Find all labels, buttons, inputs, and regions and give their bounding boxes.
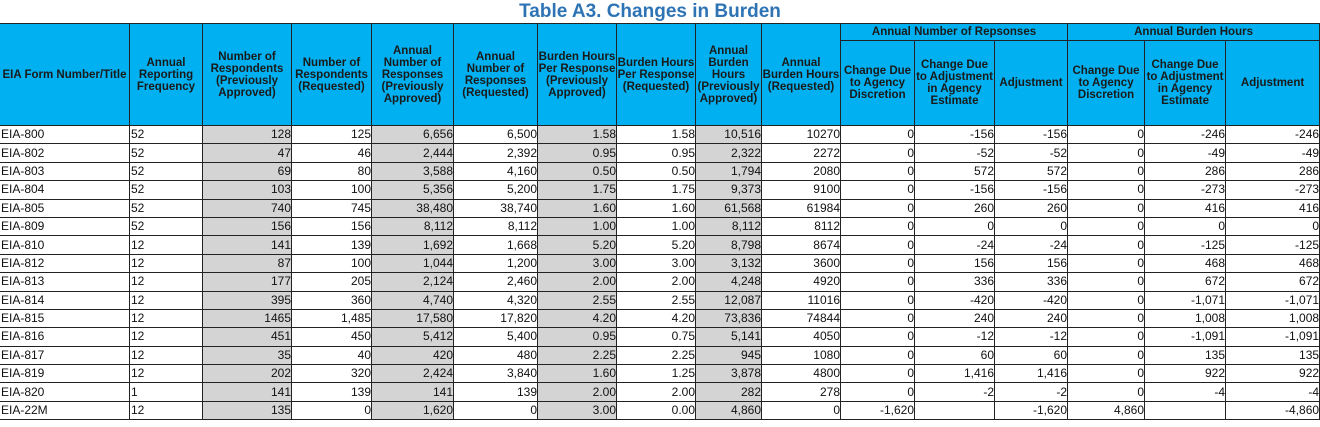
table-cell: EIA-813 bbox=[0, 273, 130, 291]
table-cell: 2,124 bbox=[372, 273, 454, 291]
table-cell: 2.55 bbox=[617, 291, 696, 309]
table-cell: 61984 bbox=[762, 199, 841, 217]
table-cell: -420 bbox=[995, 291, 1068, 309]
table-cell: 4.20 bbox=[538, 309, 617, 327]
table-cell: 135 bbox=[1145, 346, 1226, 364]
table-cell: 2,444 bbox=[372, 144, 454, 162]
table-cell: 0 bbox=[841, 126, 915, 144]
table-cell: 360 bbox=[292, 291, 372, 309]
table-cell: 0 bbox=[454, 401, 538, 419]
table-cell: 2.00 bbox=[538, 383, 617, 401]
table-cell: 0.75 bbox=[617, 328, 696, 346]
table-cell: 2.25 bbox=[617, 346, 696, 364]
table-cell: 17,820 bbox=[454, 309, 538, 327]
table-cell: 0 bbox=[1068, 199, 1145, 217]
table-cell: 1465 bbox=[203, 309, 292, 327]
table-cell: 0 bbox=[841, 199, 915, 217]
table-cell: 2,460 bbox=[454, 273, 538, 291]
table-cell: 2.00 bbox=[617, 383, 696, 401]
table-cell: 745 bbox=[292, 199, 372, 217]
table-cell: 40 bbox=[292, 346, 372, 364]
table-cell: -24 bbox=[915, 236, 995, 254]
table-cell: EIA-814 bbox=[0, 291, 130, 309]
table-cell: 395 bbox=[203, 291, 292, 309]
table-cell: 156 bbox=[292, 217, 372, 235]
table-cell: 468 bbox=[1226, 254, 1320, 272]
table-cell: EIA-816 bbox=[0, 328, 130, 346]
table-cell: 1.75 bbox=[617, 181, 696, 199]
table-cell: 1,668 bbox=[454, 236, 538, 254]
table-cell: 139 bbox=[292, 383, 372, 401]
table-cell: 80 bbox=[292, 162, 372, 180]
table-cell: 0 bbox=[1226, 217, 1320, 235]
table-cell: 3,588 bbox=[372, 162, 454, 180]
table-cell: 0 bbox=[1068, 144, 1145, 162]
table-cell: 8,112 bbox=[696, 217, 762, 235]
table-cell: 35 bbox=[203, 346, 292, 364]
table-cell: -156 bbox=[995, 181, 1068, 199]
table-cell: 61,568 bbox=[696, 199, 762, 217]
table-cell: 416 bbox=[1226, 199, 1320, 217]
table-cell: 0.00 bbox=[617, 401, 696, 419]
table-cell: 3,878 bbox=[696, 365, 762, 383]
table-cell: 4050 bbox=[762, 328, 841, 346]
table-cell: -246 bbox=[1226, 126, 1320, 144]
table-cell: EIA-820 bbox=[0, 383, 130, 401]
table-cell: 12 bbox=[130, 401, 203, 419]
table-cell: 0 bbox=[841, 144, 915, 162]
table-cell: 69 bbox=[203, 162, 292, 180]
table-cell: 4,160 bbox=[454, 162, 538, 180]
table-cell: 0 bbox=[841, 162, 915, 180]
table-cell: 0 bbox=[1145, 217, 1226, 235]
table-cell: 480 bbox=[454, 346, 538, 364]
table-cell: -1,071 bbox=[1226, 291, 1320, 309]
col-header: EIA Form Number/Title bbox=[0, 24, 130, 126]
table-cell: 1.58 bbox=[538, 126, 617, 144]
table-cell: -2 bbox=[915, 383, 995, 401]
table-cell: 2.00 bbox=[617, 273, 696, 291]
table-cell: EIA-819 bbox=[0, 365, 130, 383]
table-cell: 205 bbox=[292, 273, 372, 291]
table-cell: 0 bbox=[841, 254, 915, 272]
table-cell: 0 bbox=[1068, 181, 1145, 199]
table-cell: 141 bbox=[372, 383, 454, 401]
table-cell: 100 bbox=[292, 254, 372, 272]
table-cell: 5,200 bbox=[454, 181, 538, 199]
table-cell: 202 bbox=[203, 365, 292, 383]
table-cell: -12 bbox=[995, 328, 1068, 346]
table-cell: EIA-804 bbox=[0, 181, 130, 199]
table-cell: EIA-812 bbox=[0, 254, 130, 272]
table-cell: 139 bbox=[454, 383, 538, 401]
table-cell: 12 bbox=[130, 365, 203, 383]
table-cell: 320 bbox=[292, 365, 372, 383]
table-cell: 9,373 bbox=[696, 181, 762, 199]
table-cell: 0 bbox=[1068, 346, 1145, 364]
table-cell: -4,860 bbox=[1226, 401, 1320, 419]
table-cell: 0 bbox=[841, 217, 915, 235]
table-cell: 0 bbox=[1068, 291, 1145, 309]
table-row bbox=[0, 401, 1320, 419]
table-cell: 1,008 bbox=[1145, 309, 1226, 327]
table-cell: 2,322 bbox=[696, 144, 762, 162]
table-cell: 8674 bbox=[762, 236, 841, 254]
table-cell: 0 bbox=[1068, 254, 1145, 272]
table-cell: 0 bbox=[841, 346, 915, 364]
table-cell: 1.00 bbox=[617, 217, 696, 235]
table-cell: 0 bbox=[841, 181, 915, 199]
table-cell: 177 bbox=[203, 273, 292, 291]
table-cell: 0.50 bbox=[617, 162, 696, 180]
table-cell: 8,798 bbox=[696, 236, 762, 254]
table-row bbox=[0, 309, 1320, 327]
table-cell: 2.25 bbox=[538, 346, 617, 364]
table-row bbox=[0, 126, 1320, 144]
col-header: Change Due to Agency Discretion bbox=[841, 41, 915, 126]
table-cell: 47 bbox=[203, 144, 292, 162]
table-cell: -125 bbox=[1226, 236, 1320, 254]
table-cell: 3,840 bbox=[454, 365, 538, 383]
table-cell: 74844 bbox=[762, 309, 841, 327]
table-cell: 1,485 bbox=[292, 309, 372, 327]
table-cell: 52 bbox=[130, 199, 203, 217]
burden-table bbox=[0, 23, 1320, 420]
table-cell: 9100 bbox=[762, 181, 841, 199]
table-cell: 8,112 bbox=[372, 217, 454, 235]
table-cell: 1,794 bbox=[696, 162, 762, 180]
table-cell: 1,200 bbox=[454, 254, 538, 272]
table-cell: -273 bbox=[1145, 181, 1226, 199]
table-cell: -1,620 bbox=[995, 401, 1068, 419]
table-cell: 0 bbox=[841, 309, 915, 327]
table-cell: 240 bbox=[915, 309, 995, 327]
table-row bbox=[0, 328, 1320, 346]
table-cell: 52 bbox=[130, 162, 203, 180]
table-cell: EIA-817 bbox=[0, 346, 130, 364]
table-cell: 1,416 bbox=[995, 365, 1068, 383]
table-cell: 1,416 bbox=[915, 365, 995, 383]
table-cell: 4,860 bbox=[696, 401, 762, 419]
table-cell: 260 bbox=[915, 199, 995, 217]
table-cell: 0.95 bbox=[538, 328, 617, 346]
table-cell: 278 bbox=[762, 383, 841, 401]
table-cell: 3.00 bbox=[617, 254, 696, 272]
table-cell: -1,071 bbox=[1145, 291, 1226, 309]
table-cell: 3,132 bbox=[696, 254, 762, 272]
table-cell: 125 bbox=[292, 126, 372, 144]
table-cell: 468 bbox=[1145, 254, 1226, 272]
table-cell: 1.75 bbox=[538, 181, 617, 199]
table-cell: 2.00 bbox=[538, 273, 617, 291]
table-cell: 141 bbox=[203, 383, 292, 401]
table-cell: 141 bbox=[203, 236, 292, 254]
table-cell: 3.00 bbox=[538, 401, 617, 419]
col-header: Number of Respondents (Previously Approved) bbox=[203, 24, 292, 126]
table-cell: EIA-809 bbox=[0, 217, 130, 235]
table-cell: 5.20 bbox=[617, 236, 696, 254]
group-header-hours: Annual Burden Hours bbox=[1068, 24, 1320, 41]
table-cell: 260 bbox=[995, 199, 1068, 217]
table-cell: 0 bbox=[995, 217, 1068, 235]
table-row bbox=[0, 365, 1320, 383]
table-cell: -2 bbox=[995, 383, 1068, 401]
table-cell: 336 bbox=[915, 273, 995, 291]
table-cell: 38,740 bbox=[454, 199, 538, 217]
table-cell: 1.60 bbox=[538, 199, 617, 217]
table-row bbox=[0, 236, 1320, 254]
table-cell: 156 bbox=[203, 217, 292, 235]
group-header-responses: Annual Number of Repsonses bbox=[841, 24, 1068, 41]
table-cell: -1,620 bbox=[841, 401, 915, 419]
table-cell: 282 bbox=[696, 383, 762, 401]
col-header: Adjustment bbox=[995, 41, 1068, 126]
table-cell: 10,516 bbox=[696, 126, 762, 144]
table-cell: -125 bbox=[1145, 236, 1226, 254]
table-cell: 87 bbox=[203, 254, 292, 272]
table-cell: 0 bbox=[1068, 217, 1145, 235]
table-cell: EIA-803 bbox=[0, 162, 130, 180]
table-cell: 0 bbox=[1068, 328, 1145, 346]
table-cell: 10270 bbox=[762, 126, 841, 144]
table-cell: -24 bbox=[995, 236, 1068, 254]
table-cell: 8,112 bbox=[454, 217, 538, 235]
table-cell: EIA-815 bbox=[0, 309, 130, 327]
table-cell: 1,692 bbox=[372, 236, 454, 254]
col-header: Annual Burden Hours (Previously Approved) bbox=[696, 24, 762, 126]
table-cell: -420 bbox=[915, 291, 995, 309]
table-cell: 5.20 bbox=[538, 236, 617, 254]
table-cell: 12 bbox=[130, 236, 203, 254]
table-cell: 286 bbox=[1226, 162, 1320, 180]
table-cell: 139 bbox=[292, 236, 372, 254]
table-cell: 0 bbox=[762, 401, 841, 419]
table-cell: -246 bbox=[1145, 126, 1226, 144]
table-cell bbox=[915, 401, 995, 419]
table-cell: 922 bbox=[1145, 365, 1226, 383]
table-cell: 100 bbox=[292, 181, 372, 199]
table-cell: -4 bbox=[1145, 383, 1226, 401]
table-cell: -156 bbox=[915, 181, 995, 199]
col-header: Number of Respondents (Requested) bbox=[292, 24, 372, 126]
table-cell: 156 bbox=[915, 254, 995, 272]
table-cell: 0 bbox=[841, 273, 915, 291]
table-cell: -1,091 bbox=[1145, 328, 1226, 346]
table-cell: 8112 bbox=[762, 217, 841, 235]
table-cell: EIA-810 bbox=[0, 236, 130, 254]
table-cell: 1.58 bbox=[617, 126, 696, 144]
table-cell: 1,044 bbox=[372, 254, 454, 272]
table-cell: 286 bbox=[1145, 162, 1226, 180]
table-row bbox=[0, 217, 1320, 235]
table-row bbox=[0, 291, 1320, 309]
table-cell: 3600 bbox=[762, 254, 841, 272]
table-cell: 1.25 bbox=[617, 365, 696, 383]
table-cell: -273 bbox=[1226, 181, 1320, 199]
table-cell: -49 bbox=[1226, 144, 1320, 162]
table-body bbox=[0, 126, 1320, 420]
table-cell: -49 bbox=[1145, 144, 1226, 162]
table-cell: 0.95 bbox=[617, 144, 696, 162]
col-header: Change Due to Adjustment in Agency Estimate bbox=[915, 41, 995, 126]
table-cell: 0 bbox=[915, 217, 995, 235]
table-cell: 46 bbox=[292, 144, 372, 162]
table-cell: 0 bbox=[1068, 162, 1145, 180]
table-cell: 12 bbox=[130, 254, 203, 272]
table-cell: 12 bbox=[130, 273, 203, 291]
table-cell: 2080 bbox=[762, 162, 841, 180]
table-cell: 922 bbox=[1226, 365, 1320, 383]
table-cell: 2272 bbox=[762, 144, 841, 162]
table-cell: 135 bbox=[1226, 346, 1320, 364]
table-row bbox=[0, 144, 1320, 162]
table-cell: 4920 bbox=[762, 273, 841, 291]
table-cell: 17,580 bbox=[372, 309, 454, 327]
table-cell: 672 bbox=[1145, 273, 1226, 291]
table-cell: 12 bbox=[130, 309, 203, 327]
table-cell: 672 bbox=[1226, 273, 1320, 291]
table-cell: 0.95 bbox=[538, 144, 617, 162]
table-cell: -52 bbox=[915, 144, 995, 162]
table-cell: 4,320 bbox=[454, 291, 538, 309]
table-cell: 1 bbox=[130, 383, 203, 401]
table-cell bbox=[1145, 401, 1226, 419]
col-header: Adjustment bbox=[1226, 41, 1320, 126]
col-header: Burden Hours Per Response (Previously Approved) bbox=[538, 24, 617, 126]
table-cell: 2.55 bbox=[538, 291, 617, 309]
table-cell: 2,392 bbox=[454, 144, 538, 162]
table-cell: 52 bbox=[130, 217, 203, 235]
table-cell: -156 bbox=[995, 126, 1068, 144]
table-cell: 0 bbox=[1068, 309, 1145, 327]
table-cell: 2,424 bbox=[372, 365, 454, 383]
table-cell: 0 bbox=[1068, 126, 1145, 144]
col-header: Burden Hours Per Response (Requested) bbox=[617, 24, 696, 126]
table-cell: 0 bbox=[841, 328, 915, 346]
table-cell: 0 bbox=[1068, 236, 1145, 254]
table-title: Table A3. Changes in Burden bbox=[519, 1, 781, 22]
col-header: Annual Number of Responses (Requested) bbox=[454, 24, 538, 126]
table-cell: 135 bbox=[203, 401, 292, 419]
table-row bbox=[0, 273, 1320, 291]
table-cell: 5,141 bbox=[696, 328, 762, 346]
table-cell: 0 bbox=[292, 401, 372, 419]
table-cell: -52 bbox=[995, 144, 1068, 162]
table-cell: 1.60 bbox=[617, 199, 696, 217]
table-cell: 0 bbox=[841, 365, 915, 383]
table-cell: -156 bbox=[915, 126, 995, 144]
table-cell: 0 bbox=[841, 236, 915, 254]
table-row bbox=[0, 199, 1320, 217]
table-cell: 336 bbox=[995, 273, 1068, 291]
table-cell: -12 bbox=[915, 328, 995, 346]
table-cell: 416 bbox=[1145, 199, 1226, 217]
table-cell: 5,400 bbox=[454, 328, 538, 346]
table-cell: 1.00 bbox=[538, 217, 617, 235]
table-cell: 740 bbox=[203, 199, 292, 217]
table-cell: 1080 bbox=[762, 346, 841, 364]
table-cell: 1.60 bbox=[538, 365, 617, 383]
table-cell: 103 bbox=[203, 181, 292, 199]
table-cell: 945 bbox=[696, 346, 762, 364]
table-cell: EIA-805 bbox=[0, 199, 130, 217]
col-header: Change Due to Adjustment in Agency Estimate bbox=[1145, 41, 1226, 126]
table-cell: EIA-22M bbox=[0, 401, 130, 419]
table-cell: 0.50 bbox=[538, 162, 617, 180]
table-cell: 5,412 bbox=[372, 328, 454, 346]
table-cell: 38,480 bbox=[372, 199, 454, 217]
table-cell: 156 bbox=[995, 254, 1068, 272]
table-cell: 4,860 bbox=[1068, 401, 1145, 419]
col-header: Annual Burden Hours (Requested) bbox=[762, 24, 841, 126]
table-cell: EIA-800 bbox=[0, 126, 130, 144]
table-cell: 0 bbox=[1068, 383, 1145, 401]
table-row bbox=[0, 254, 1320, 272]
table-row bbox=[0, 181, 1320, 199]
table-cell: 12 bbox=[130, 346, 203, 364]
table-cell: 52 bbox=[130, 126, 203, 144]
table-row bbox=[0, 346, 1320, 364]
table-cell: 12,087 bbox=[696, 291, 762, 309]
table-cell: 1,008 bbox=[1226, 309, 1320, 327]
table-cell: 3.00 bbox=[538, 254, 617, 272]
table-cell: 73,836 bbox=[696, 309, 762, 327]
table-cell: -1,091 bbox=[1226, 328, 1320, 346]
table-cell: 240 bbox=[995, 309, 1068, 327]
table-cell: 12 bbox=[130, 328, 203, 346]
table-cell: 0 bbox=[1068, 365, 1145, 383]
table-cell: 128 bbox=[203, 126, 292, 144]
table-cell: 60 bbox=[995, 346, 1068, 364]
col-header: Annual Number of Responses (Previously Approved) bbox=[372, 24, 454, 126]
table-cell: 0 bbox=[1068, 273, 1145, 291]
table-cell: 1,620 bbox=[372, 401, 454, 419]
table-cell: 572 bbox=[915, 162, 995, 180]
table-cell: 450 bbox=[292, 328, 372, 346]
table-cell: 52 bbox=[130, 181, 203, 199]
table-cell: 4,248 bbox=[696, 273, 762, 291]
table-cell: 572 bbox=[995, 162, 1068, 180]
table-cell: 12 bbox=[130, 291, 203, 309]
table-cell: -4 bbox=[1226, 383, 1320, 401]
table-cell: 60 bbox=[915, 346, 995, 364]
table-cell: 6,656 bbox=[372, 126, 454, 144]
table-cell: 0 bbox=[841, 291, 915, 309]
table-cell: 4800 bbox=[762, 365, 841, 383]
table-cell: 0 bbox=[841, 383, 915, 401]
table-cell: 451 bbox=[203, 328, 292, 346]
col-header: Change Due to Agency Discretion bbox=[1068, 41, 1145, 126]
table-cell: 52 bbox=[130, 144, 203, 162]
col-header: Annual Reporting Frequency bbox=[130, 24, 203, 126]
table-cell: 420 bbox=[372, 346, 454, 364]
table-cell: EIA-802 bbox=[0, 144, 130, 162]
table-row bbox=[0, 162, 1320, 180]
table-cell: 11016 bbox=[762, 291, 841, 309]
table-cell: 6,500 bbox=[454, 126, 538, 144]
table-cell: 5,356 bbox=[372, 181, 454, 199]
table-cell: 4,740 bbox=[372, 291, 454, 309]
table-cell: 4.20 bbox=[617, 309, 696, 327]
table-row bbox=[0, 383, 1320, 401]
